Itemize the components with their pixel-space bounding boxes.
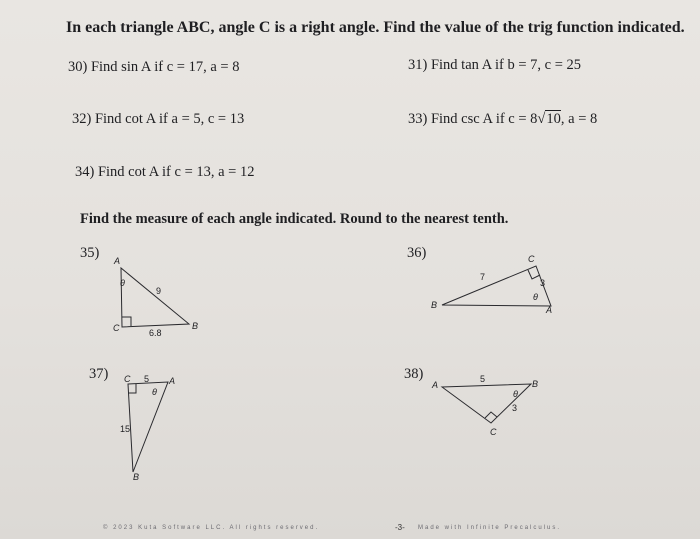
problem-37-number: 37)	[89, 366, 109, 382]
t38-label-a: A	[432, 380, 439, 390]
problem-31: 31) Find tan A if b = 7, c = 25	[408, 57, 582, 73]
t35-leg: 6.8	[149, 328, 162, 338]
t35-theta: θ	[120, 278, 125, 288]
right-angle-37	[128, 384, 136, 393]
right-angle-38	[485, 412, 497, 418]
footer-page-number: -3-	[395, 523, 405, 532]
t35-label-b: B	[192, 321, 199, 331]
t38-theta: θ	[513, 389, 518, 399]
t36-side1: 7	[480, 272, 486, 282]
t38-top: 5	[480, 374, 486, 384]
footer-copyright: © 2023 Kuta Software LLC. All rights reserved.	[103, 525, 320, 531]
problem-38-number: 38)	[404, 366, 424, 382]
t37-theta: θ	[152, 387, 157, 397]
problem-32: 32) Find cot A if a = 5, c = 13	[72, 111, 245, 127]
t36-label-c: C	[528, 254, 535, 264]
t36-theta: θ	[533, 292, 538, 302]
t36-label-b: B	[431, 300, 438, 310]
t37-label-c: C	[124, 374, 131, 384]
problem-30: 30) Find sin A if c = 17, a = 8	[68, 59, 240, 75]
t38-right: 3	[512, 403, 518, 413]
t37-top: 5	[144, 374, 150, 384]
problem-36-number: 36)	[407, 245, 427, 261]
instructions-heading-1: In each triangle ABC, angle C is a right angle. Find the value of the trig function indicated.	[66, 19, 685, 36]
triangle-37	[128, 382, 168, 472]
instructions-heading-2: Find the measure of each angle indicated. Round to the nearest tenth.	[80, 211, 509, 227]
t37-label-b: B	[133, 472, 140, 482]
t37-left: 15	[120, 424, 131, 434]
t38-label-c: C	[490, 427, 497, 437]
footer-tagline: Made with Infinite Precalculus.	[418, 525, 562, 531]
problem-35-number: 35)	[80, 245, 100, 261]
t37-label-a: A	[169, 376, 176, 386]
t36-label-a: A	[546, 305, 553, 315]
t35-label-a: A	[114, 256, 121, 266]
t35-hyp: 9	[156, 286, 162, 296]
t35-label-c: C	[113, 323, 120, 333]
t38-label-b: B	[532, 379, 539, 389]
problem-34: 34) Find cot A if c = 13, a = 12	[75, 164, 255, 180]
t36-side2: 3	[540, 278, 546, 288]
problem-33: 33) Find csc A if c = 8√10, a = 8	[408, 111, 598, 127]
right-angle-35	[122, 317, 131, 326]
